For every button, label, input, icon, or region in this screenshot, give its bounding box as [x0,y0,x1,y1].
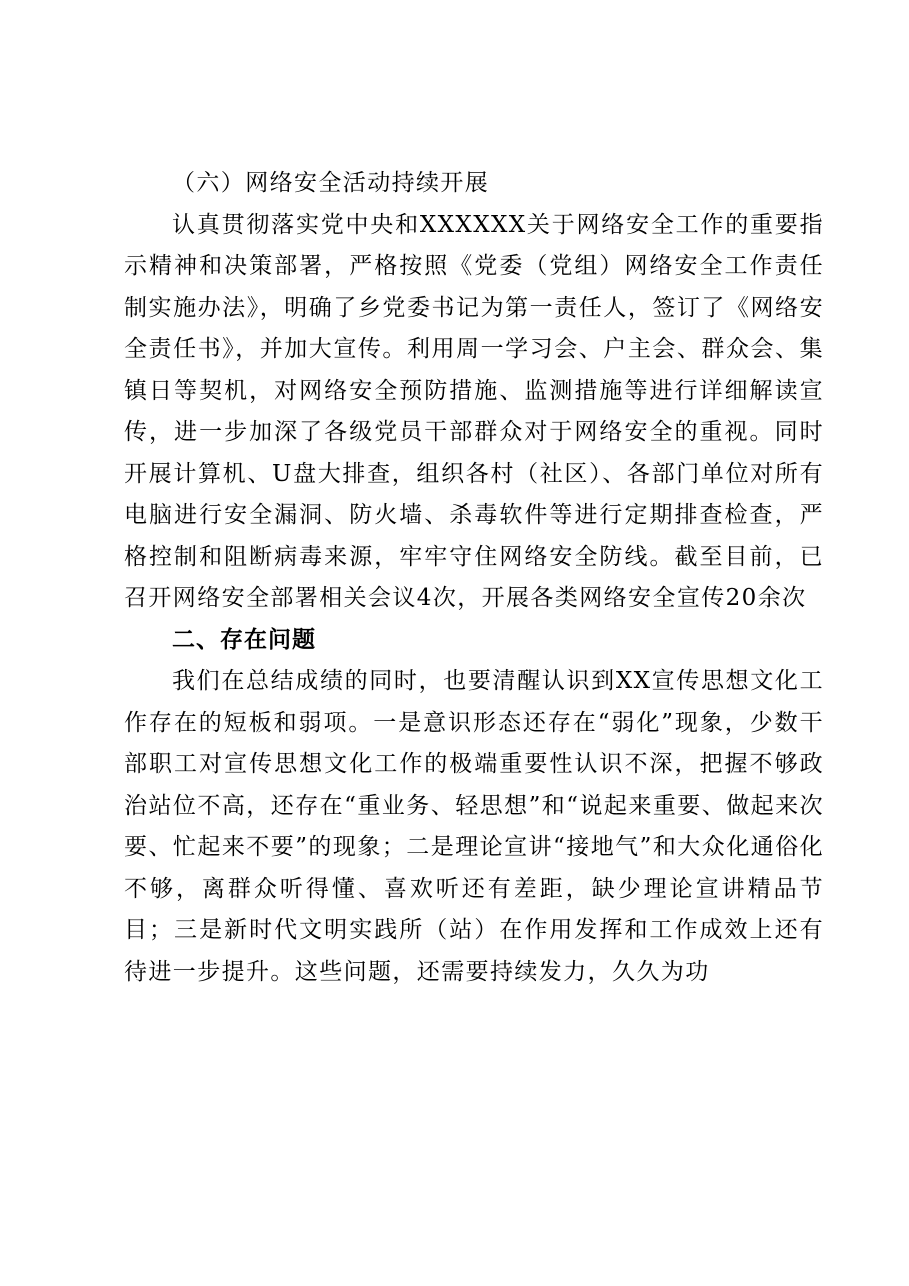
section-heading-problems: 二、存在问题 [172,626,316,653]
subsection-heading: （六）网络安全活动持续开展 [172,170,490,196]
paragraph-network-security: 认真贯彻落实党中央和XXXXXX关于网络安全工作的重要指示精神和决策部署，严格按照《党委（党组）网络安全工作责任制实施办法》，明确了乡党委书记为第一责任人，签订了《网络安全责任书》，并加大宣传。利用周一学习会、户主会、群众会、集镇日等契机，对网络安全预防措施、监测措施等进行详细解读宣传，进一步加深了各级党员干部群众对于网络安全的重视。同时开展计算机、U盘大排查，组织各村（社区）、各部门单位对所有电脑进行安全漏洞、防火墙、杀毒软件等进行定期排查检查，严格控制和阻断病毒来源，牢牢守住网络安全防线。截至目前，已召开网络安全部署相关会议4次，开展各类网络安全宣传20余次 [124,211,824,611]
document-body [124,163,824,993]
paragraph-existing-problems: 我们在总结成绩的同时，也要清醒认识到XX宣传思想文化工作存在的短板和弱项。一是意识形态还存在“弱化”现象，少数干部职工对宣传思想文化工作的极端重要性认识不深，把握不够政治站位不高，还存在“重业务、轻思想”和“说起来重要、做起来次要、忙起来不要”的现象；二是理论宣讲“接地气”和大众化通俗化不够，离群众听得懂、喜欢听还有差距，缺少理论宣讲精品节目；三是新时代文明实践所（站）在作用发挥和工作成效上还有待进一步提升。这些问题，还需要持续发力，久久为功 [124,668,824,985]
